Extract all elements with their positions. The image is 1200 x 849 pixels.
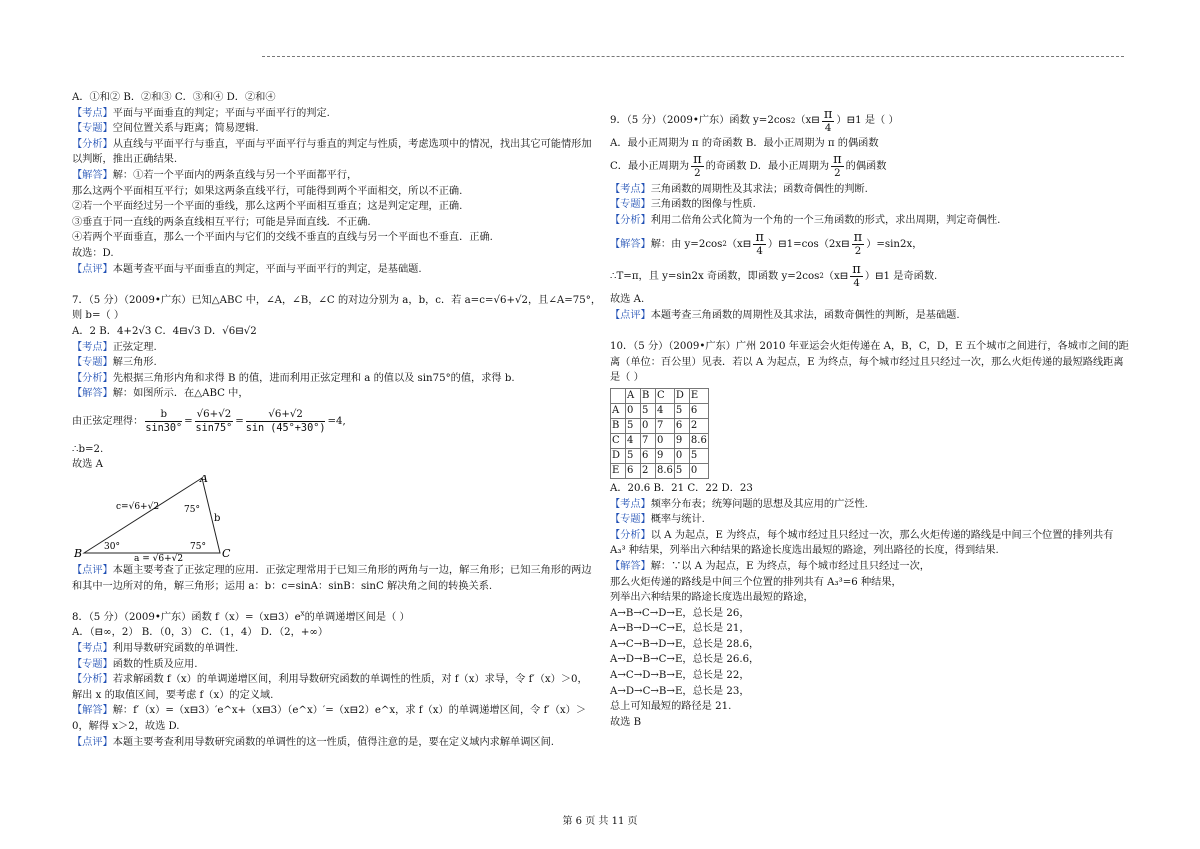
table-cell: 5 — [674, 403, 689, 418]
q9-jieda2-frac — [850, 263, 863, 290]
q9-jieda2-a: ∴T=π，且 y=sin2x 奇函数，即函数 y=2cos — [610, 270, 820, 282]
q7-opt-c-sqrt3: √3 — [187, 325, 201, 337]
q9-opt-ab: A．最小正周期为 π 的奇函数 B．最小正周期为 π 的偶函数 — [610, 138, 879, 149]
f3-sqrt6: √6 — [268, 409, 282, 421]
q7-kaodian — [72, 340, 592, 356]
table-cell: C — [656, 388, 675, 403]
q7-zhuanti — [72, 355, 592, 371]
table-cell: 0 — [656, 433, 675, 448]
q9-zhuanti — [610, 197, 1132, 213]
tri-vertex-b: B — [74, 547, 83, 561]
q10-jieda-5: 故选 B — [610, 716, 642, 728]
q10-fenxi-text: 以 A 为起点，E 为终点，每个城市经过且只经过一次，那么火炬传递的路线是中间三个位置的排列共有 A₃³ 种结果，列举出六种结果的路途长度选出最短的路途，列出路径的长度，得到结果. — [610, 529, 1114, 557]
tri-angle-a: 75° — [184, 505, 200, 516]
kaodian-tag: 【考点】 — [72, 643, 113, 655]
q7-stem-c: 则 b=（ ） — [72, 310, 125, 322]
q8-jieda — [72, 703, 592, 734]
frac-2 — [195, 408, 234, 435]
tri-side-c: c=√6+√2 — [116, 502, 160, 513]
table-row — [611, 463, 709, 478]
list-item: A→D→C→B→E，总长是 23， — [610, 685, 750, 697]
q7-opt-b-sqrt3: √3 — [138, 325, 152, 337]
q9-opt-c-b: 的奇函数 D．最小正周期为 — [705, 160, 830, 172]
jieda-tag: 【解答】 — [72, 705, 113, 717]
four: 4 — [853, 277, 860, 289]
table-cell: B — [611, 418, 626, 433]
q9-jieda-b: （x⊟ — [726, 238, 752, 250]
zhuanti-tag: 【专题】 — [72, 658, 113, 670]
tri-side-b: b — [214, 513, 221, 525]
table-row — [611, 448, 709, 463]
q7-sqrt6: √6 — [493, 294, 507, 306]
fenxi-tag: 【分析】 — [72, 372, 113, 384]
q9-opt-cd — [610, 152, 1132, 182]
q9-zhuanti-text: 三角函数的图像与性质. — [650, 199, 756, 211]
q9-dianping — [610, 308, 1132, 324]
q7-fenxi — [72, 371, 592, 387]
zhuanti-tag: 【专题】 — [610, 514, 651, 526]
dianping-tag: 【点评】 — [610, 309, 651, 321]
table-row — [611, 403, 709, 418]
table-cell: C — [611, 433, 626, 448]
zhuanti-tag: 【专题】 — [610, 199, 651, 211]
fenxi-tag: 【分析】 — [610, 214, 651, 226]
table-cell: 0 — [689, 463, 708, 478]
q9-frac-d — [831, 153, 844, 180]
table-cell: 8.6 — [656, 463, 675, 478]
triangle-figure — [72, 475, 242, 561]
q9-kaodian-text: 三角函数的周期性及其求法；函数奇偶性的判断. — [650, 183, 868, 195]
q9-stem-a: 9．（5 分）（2009•广东）函数 y=2cos — [610, 115, 791, 127]
fenxi-tag: 【分析】 — [72, 674, 113, 686]
q6-jieda — [72, 168, 592, 184]
q6-zhuanti — [72, 121, 592, 137]
q7-jieda-1: 解：如图所示．在△ABC 中， — [112, 388, 249, 400]
right-column — [610, 106, 1132, 730]
q10-zhuanti — [610, 512, 1132, 528]
q10-jieda-4: 总上可知最短的路径是 21. — [610, 701, 732, 713]
table-cell: 4 — [626, 433, 641, 448]
q9-kaodian — [610, 182, 1132, 198]
q9-opt-c-a: C．最小正周期为 — [610, 160, 690, 172]
q7-fenxi-text: 先根据三角形内角和求得 B 的值，进而利用正弦定理和 a 的值以及 sin75°的值，求得 b. — [112, 372, 515, 384]
q7-opt-d: D． — [200, 325, 223, 337]
eq-lead: 由正弦定理得： — [72, 416, 144, 428]
q9-jieda-2: ∴T=π，且 y=sin2x 奇函数，即函数 y=2cos 2 （x⊟ $\frac{\pi}{4}$ ）⊟1 是奇函数. — [610, 261, 938, 289]
q7-zhuanti-text: 解三角形. — [112, 357, 157, 369]
jieda-tag: 【解答】 — [72, 388, 113, 400]
table-cell: 2 — [641, 463, 656, 478]
q6-options: A．①和② B．②和③ C．③和④ D．②和④ — [72, 92, 276, 103]
q10-jieda-3: 列举出六种结果的路途长度选出最短的路途， — [610, 592, 814, 604]
q10-distance-table — [610, 388, 709, 479]
q6-jieda-2: 那么这两个平面相互平行；如果这两条直线平行，可能得到两个平面相交，所以不正确. — [72, 185, 463, 197]
pi: π — [833, 152, 842, 168]
tri-angle-c: 75° — [190, 542, 206, 553]
q9-jieda-c: ）⊟1=cos（2x⊟ — [767, 238, 850, 250]
two: 2 — [854, 245, 862, 257]
list-item: A→D→B→C→E，总长是 26.6， — [610, 654, 760, 666]
dianping-tag: 【点评】 — [72, 263, 113, 275]
table-cell: 7 — [656, 418, 675, 433]
q7-opt-c-minus: ⊟ — [179, 325, 188, 337]
tri-vertex-c: C — [222, 547, 231, 561]
table-cell: 6 — [689, 403, 708, 418]
q8-zhuanti-text: 函数的性质及应用. — [112, 658, 198, 670]
table-cell: 0 — [674, 448, 689, 463]
q9-frac-c — [691, 153, 704, 180]
frac-2-num — [195, 408, 234, 422]
f2-sqrt6: √6 — [196, 409, 210, 421]
q10-kaodian — [610, 497, 1132, 513]
table-cell: D — [611, 448, 626, 463]
frac-3-num — [246, 408, 326, 422]
pi: π — [823, 106, 833, 122]
four: 4 — [756, 245, 763, 257]
q7-jieda-3: 故选 A — [72, 459, 103, 471]
frac-1 — [145, 408, 182, 435]
eq-end: =4, — [327, 416, 346, 428]
q6-dianping-text: 本题考查平面与平面垂直的判定，平面与平面平行的判定，是基础题. — [112, 263, 422, 275]
q9-stem-b: （x⊟ — [795, 115, 820, 127]
table-cell: E — [611, 463, 626, 478]
table-cell: 5 — [641, 403, 656, 418]
q7-opt-d-sqrt2: √2 — [243, 325, 257, 337]
jieda-tag: 【解答】 — [610, 560, 651, 572]
eq-sign-1: = — [184, 416, 193, 428]
q7-opt-d-sqrt6: √6 — [222, 325, 236, 337]
table-cell: 9 — [656, 448, 675, 463]
frac-1-den: sin30° — [145, 423, 183, 435]
q8-dianping-text: 本题主要考查利用导数研究函数的单调性的这一性质，值得注意的是，要在定义域内求解单调区间. — [112, 736, 555, 748]
q7-sqrt2: √2 — [514, 294, 528, 306]
f2-sqrt2: √2 — [218, 409, 232, 421]
q7-stem-a: 7．（5 分）（2009•广东）已知△ABC 中，∠A，∠B，∠C 的对边分别为 a，b，c．若 a=c= — [72, 294, 494, 306]
table-cell: 6 — [674, 418, 689, 433]
q6-jieda-3: ②若一个平面经过另一个平面的垂线，那么这两个平面相互垂直；这是判定定理，正确. — [72, 201, 463, 213]
page-footer: 第 6 页 共 11 页 — [562, 816, 638, 827]
zhuanti-tag: 【专题】 — [72, 123, 113, 135]
q7-stem-b: ，且∠A=75°， — [527, 294, 602, 306]
q8-options: A．（⊟∞，2） B．（0，3） C．（1，4） D．（2，+∞） — [72, 627, 329, 639]
pi: π — [853, 229, 863, 245]
q10-jieda — [610, 559, 1132, 575]
header-rule — [262, 56, 1124, 57]
fenxi-tag: 【分析】 — [72, 138, 113, 150]
table-cell: 0 — [626, 403, 641, 418]
dianping-tag: 【点评】 — [72, 736, 113, 748]
q6-jieda-5: ④若两个平面垂直，那么一个平面内与它们的交线不垂直的直线与另一个平面也不垂直．正确. — [72, 232, 493, 244]
table-cell: 6 — [626, 463, 641, 478]
table-cell: D — [674, 388, 689, 403]
q7-stem — [72, 293, 602, 309]
q9-fenxi-text: 利用二倍角公式化简为一个角的一个三角函数的形式，求出周期，判定奇偶性. — [650, 214, 1001, 226]
table-cell: 5 — [626, 418, 641, 433]
q10-fenxi — [610, 528, 1132, 559]
q8-stem-sup: x — [300, 609, 305, 618]
q7-options — [72, 324, 592, 340]
q8-stem — [72, 610, 592, 626]
q8-kaodian-text: 利用导数研究函数的单调性. — [112, 643, 239, 655]
q10-stem: 10．（5 分）（2009•广东）广州 2010 年亚运会火炬传递在 A，B，C，D，E 五个城市之间进行，各城市之间的距离（单位：百公里）见表．若以 A 为起点，E 为终点，每个城市经过且只经过一次，那么火炬传递的最短路线距离是（ ） — [610, 341, 1129, 384]
tri-side-a: a = √6+√2 — [134, 554, 184, 562]
kaodian-tag: 【考点】 — [610, 498, 651, 510]
pi: π — [693, 152, 702, 168]
q7-opt-a: A．2 B．4+2 — [72, 325, 139, 337]
list-item: A→C→D→B→E，总长是 22， — [610, 670, 750, 682]
q8-stem-end: 的单调递增区间是（ ） — [304, 611, 410, 623]
q6-zhuanti-text: 空间位置关系与距离；简易逻辑. — [112, 123, 259, 135]
q6-jieda-4: ③垂直于同一直线的两条直线相互平行；可能是异面直线．不正确. — [72, 216, 371, 228]
q6-kaodian — [72, 106, 592, 122]
q7-jieda-2: ∴b=2. — [72, 443, 104, 455]
two: 2 — [834, 168, 841, 180]
tri-vertex-a: A — [200, 475, 208, 486]
two: 2 — [694, 168, 701, 180]
list-item: A→C→B→D→E，总长是 28.6， — [610, 638, 760, 650]
table-cell: B — [641, 388, 656, 403]
frac-2-den: sin75° — [195, 423, 233, 435]
table-row — [611, 388, 709, 403]
f3-sqrt2: √2 — [289, 409, 303, 421]
q9-jieda-3: 故选 A. — [610, 294, 645, 306]
q9-stem-c: ）⊟1 是（ ） — [836, 115, 899, 127]
q9-jieda-frac-2 — [852, 231, 865, 258]
kaodian-tag: 【考点】 — [72, 107, 113, 119]
four: 4 — [824, 122, 832, 134]
q9-jieda-a: 解：由 y=2cos — [650, 238, 723, 250]
table-cell: 5 — [626, 448, 641, 463]
frac-3 — [246, 408, 326, 435]
q10-kaodian-text: 频率分布表；统筹问题的思想及其应用的广泛性. — [650, 498, 868, 510]
q6-fenxi — [72, 137, 592, 168]
table-cell: 5 — [689, 448, 708, 463]
fenxi-tag: 【分析】 — [610, 529, 651, 541]
table-cell: 2 — [689, 418, 708, 433]
q6-kaodian-text: 平面与平面垂直的判定；平面与平面平行的判定. — [112, 107, 330, 119]
q8-kaodian — [72, 641, 592, 657]
table-cell: 0 — [641, 418, 656, 433]
zhuanti-tag: 【专题】 — [72, 357, 113, 369]
dianping-tag: 【点评】 — [72, 565, 113, 577]
q9-jieda: 【解答】 解：由 y=2cos 2 （x⊟ $\frac{\pi}{4}$ ）⊟1=cos（2x⊟ $\frac{\pi}{2}$ ）=sin2x， — [610, 229, 923, 257]
q9-jieda-frac-1 — [753, 231, 766, 258]
q9-jieda2-b: （x⊟ — [823, 270, 849, 282]
tri-angle-b: 30° — [104, 542, 120, 553]
eq-sign-2: = — [235, 416, 244, 428]
q7-opt-c: C．4 — [151, 325, 180, 337]
table-cell: A — [626, 388, 641, 403]
q7-dianping-text: 本题主要考查了正弦定理的应用．正弦定理常用于已知三角形的两角与一边，解三角形；已知三角形的两边和其中一边所对的角，解三角形；运用 a：b：c=sinA：sinB：sinC 解决角之间的转换关系. — [72, 565, 592, 592]
q9-opt-d-b: 的偶函数 — [845, 160, 887, 172]
pi: π — [852, 261, 861, 277]
q8-jieda-text: 解：f′（x）=（x⊟3）′e^x+（x⊟3）（e^x）′=（x⊟2）e^x，求 f（x）的单调递增区间，令 f′（x）＞0，解得 x＞2，故选 D. — [72, 705, 587, 732]
f2-plus: + — [209, 409, 219, 421]
kaodian-tag: 【考点】 — [72, 341, 113, 353]
table-cell: 8.6 — [689, 433, 708, 448]
q10-routes — [610, 606, 1132, 700]
q8-fenxi-text: 若求解函数 f（x）的单调递增区间，利用导数研究函数的单调性的性质，对 f（x）求导，令 f′（x）＞0，解出 x 的取值区间，要考虑 f（x）的定义域. — [72, 674, 588, 701]
q6-jieda-1: 解：①若一个平面内的两条直线与另一个平面都平行， — [112, 169, 358, 181]
q10-jieda-1: 解：∵以 A 为起点，E 为终点，每个城市经过且只经过一次， — [650, 560, 930, 572]
list-item: A→B→D→C→E，总长是 21， — [610, 623, 750, 635]
q9-dianping-text: 本题考查三角函数的周期性及其求法，函数奇偶性的判断，是基础题. — [650, 309, 960, 321]
q6-fenxi-text: 从直线与平面平行与垂直，平面与平面平行与垂直的判定与性质，考虑选项中的情况，找出其它可能情形加以判断，推出正确结果. — [72, 138, 592, 166]
frac-1-num: b — [145, 408, 182, 422]
f3-plus: + — [281, 409, 290, 421]
q7-jieda — [72, 386, 592, 402]
frac-3-den: sin (45°+30°) — [245, 423, 326, 435]
left-column — [72, 90, 602, 750]
q10-zhuanti-text: 概率与统计. — [650, 514, 705, 526]
q7-opt-d-minus: ⊟ — [235, 325, 244, 337]
q8-fenxi — [72, 672, 592, 703]
q9-fenxi — [610, 213, 1132, 229]
list-item: A→B→C→D→E，总长是 26， — [610, 607, 750, 619]
table-row — [611, 433, 709, 448]
jieda-tag: 【解答】 — [72, 169, 113, 181]
q7-equation — [72, 402, 592, 442]
q9-jieda-d: ）=sin2x， — [866, 238, 923, 250]
q7-dianping — [72, 563, 592, 594]
table-cell: 6 — [641, 448, 656, 463]
q8-stem-a: 8．（5 分）（2009•广东）函数 f（x）=（x⊟3）e — [72, 611, 301, 623]
table-cell: 4 — [656, 403, 675, 418]
q7-plus: + — [506, 294, 515, 306]
table-cell — [611, 388, 626, 403]
table-cell: 5 — [674, 463, 689, 478]
q9-frac-pi-4 — [822, 108, 835, 135]
table-row — [611, 418, 709, 433]
q10-options: A．20.6 B．21 C．22 D．23 — [610, 482, 753, 494]
table-cell: E — [689, 388, 708, 403]
q9-jieda2-c: ）⊟1 是奇函数. — [864, 270, 938, 282]
kaodian-tag: 【考点】 — [610, 183, 651, 195]
q8-zhuanti — [72, 657, 592, 673]
q6-dianping — [72, 262, 592, 278]
q8-dianping — [72, 735, 592, 751]
jieda-tag: 【解答】 — [610, 238, 651, 250]
table-cell: 7 — [641, 433, 656, 448]
q7-kaodian-text: 正弦定理. — [112, 341, 157, 353]
pi: π — [755, 229, 764, 245]
q6-jieda-6: 故选：D. — [72, 247, 114, 259]
table-cell: 9 — [674, 433, 689, 448]
table-cell: A — [611, 403, 626, 418]
q10-jieda-2: 那么火炬传递的路线是中间三个位置的排列共有 A₃³=6 种结果， — [610, 576, 902, 588]
q9-stem: 9．（5 分）（2009•广东）函数 y=2cos 2 （x⊟ $\frac{\pi}{4}$ ）⊟1 是（ ） — [610, 106, 899, 134]
